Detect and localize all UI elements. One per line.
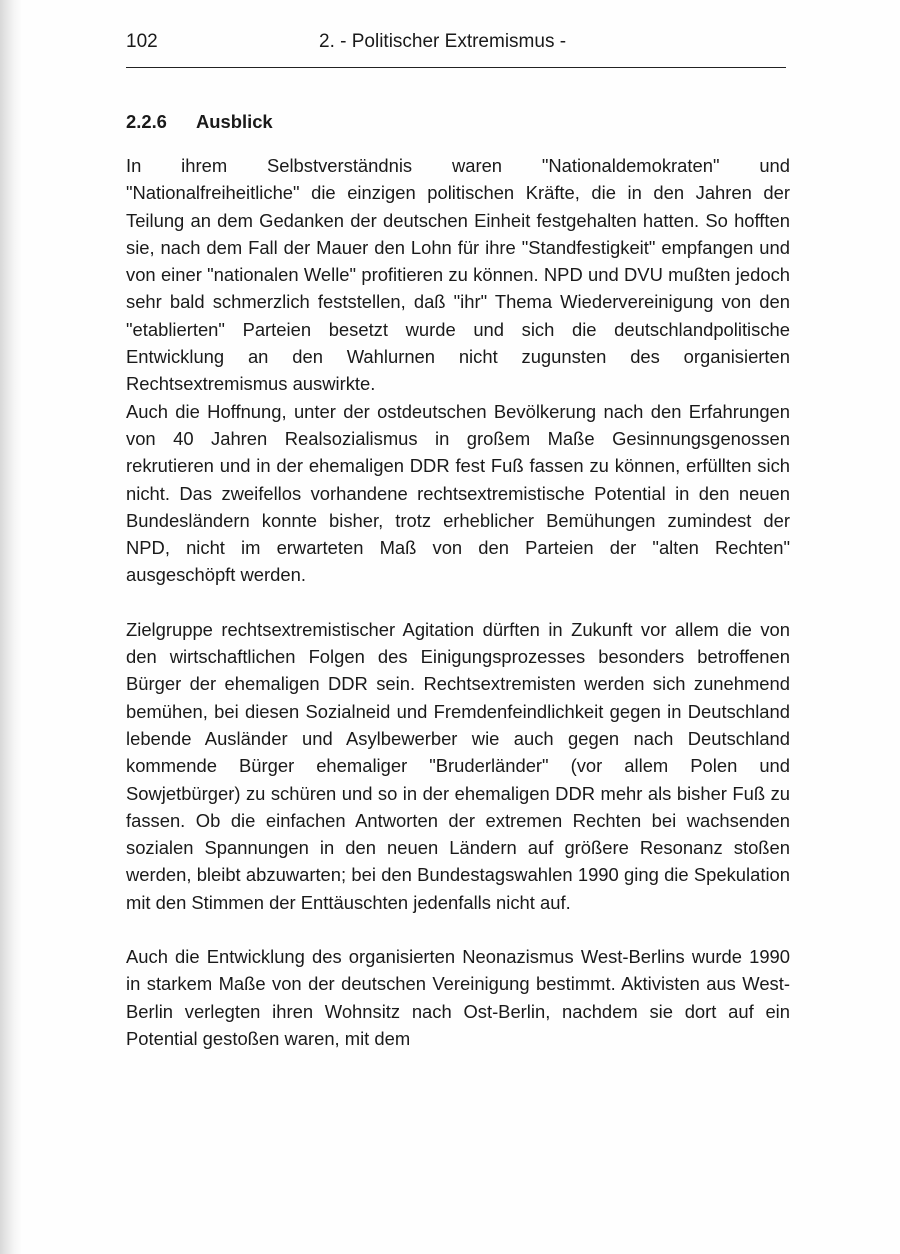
paragraph-1: In ihrem Selbstverständnis waren "Nationaldemokraten" und "Nationalfreiheitliche" die einzigen politischen Kräfte, die in den Jahren der Teilung an dem Gedanken der deutschen Einheit festgehalten hatten. So hofften sie, nach dem Fall der Mauer den Lohn für ihre "Standfestigkeit" empfangen und von einer "nationalen Welle" profitieren zu können. NPD und DVU mußten jedoch sehr bald schmerzlich feststellen, daß "ihr" Thema Wiedervereinigung von den "etablierten" Parteien besetzt wurde und sich die deutschlandpolitische Entwicklung an den Wahlurnen nicht zugunsten des organisierten Rechtsextremismus auswirkte. (126, 155, 790, 395)
scan-edge-shadow (0, 0, 22, 1254)
section-heading (126, 108, 790, 135)
section-title: Ausblick (196, 111, 273, 132)
paragraph-3: Zielgruppe rechtsextremistischer Agitation dürften in Zukunft vor allem die von den wirtschaftlichen Folgen des Einigungsprozesses besonders betroffenen Bürger der ehemaligen DDR sein. Rechtsextremisten werden sich zunehmend bemühen, bei diesen Sozialneid und Fremdenfeindlichkeit gegen in Deutschland lebende Ausländer und Asylbewerber wie auch gegen nach Deutschland kommende Bürger ehemaliger "Bruderländer" (vor allem Polen und Sowjetbürger) zu schüren und so in der ehemaligen DDR mehr als bisher Fuß zu fassen. Ob die einfachen Antworten der extremen Rechten bei wachsenden sozialen Spannungen in den neuen Ländern auf größere Resonanz stoßen werden, bleibt abzuwarten; bei den Bundestagswahlen 1990 ging die Spekulation mit den Stimmen der Enttäuschten jedenfalls nicht auf. (126, 618, 790, 913)
paragraph-2: Auch die Hoffnung, unter der ostdeutschen Bevölkerung nach den Erfahrungen von 40 Jahren Realsozialismus in großem Maße Gesinnungsgenossen rekrutieren und in der ehemaligen DDR fest Fuß fassen zu können, erfüllten sich nicht. Das zweifellos vorhandene rechtsextremistische Potential in den neuen Bundesländern konnte bisher, trotz erheblicher Bemühungen zumindest der NPD, nicht im erwarteten Maß von den Parteien der "alten Rechten" ausgeschöpft werden. (126, 400, 790, 586)
paragraph-4: Auch die Entwicklung des organisierten Neonazismus West-Berlins wurde 1990 in starkem Maße von der deutschen Vereinigung bestimmt. Aktivisten aus West-Berlin verlegten ihren Wohnsitz nach Ost-Berlin, nachdem sie dort auf ein Potential gestoßen waren, mit dem (126, 946, 790, 1049)
page-header (126, 30, 786, 60)
page-number: 102 (126, 31, 158, 52)
running-title: 2. - Politischer Extremismus - (319, 31, 567, 52)
header-rule (126, 67, 786, 68)
section-number: 2.2.6 (126, 111, 167, 132)
page-content (126, 108, 790, 1052)
